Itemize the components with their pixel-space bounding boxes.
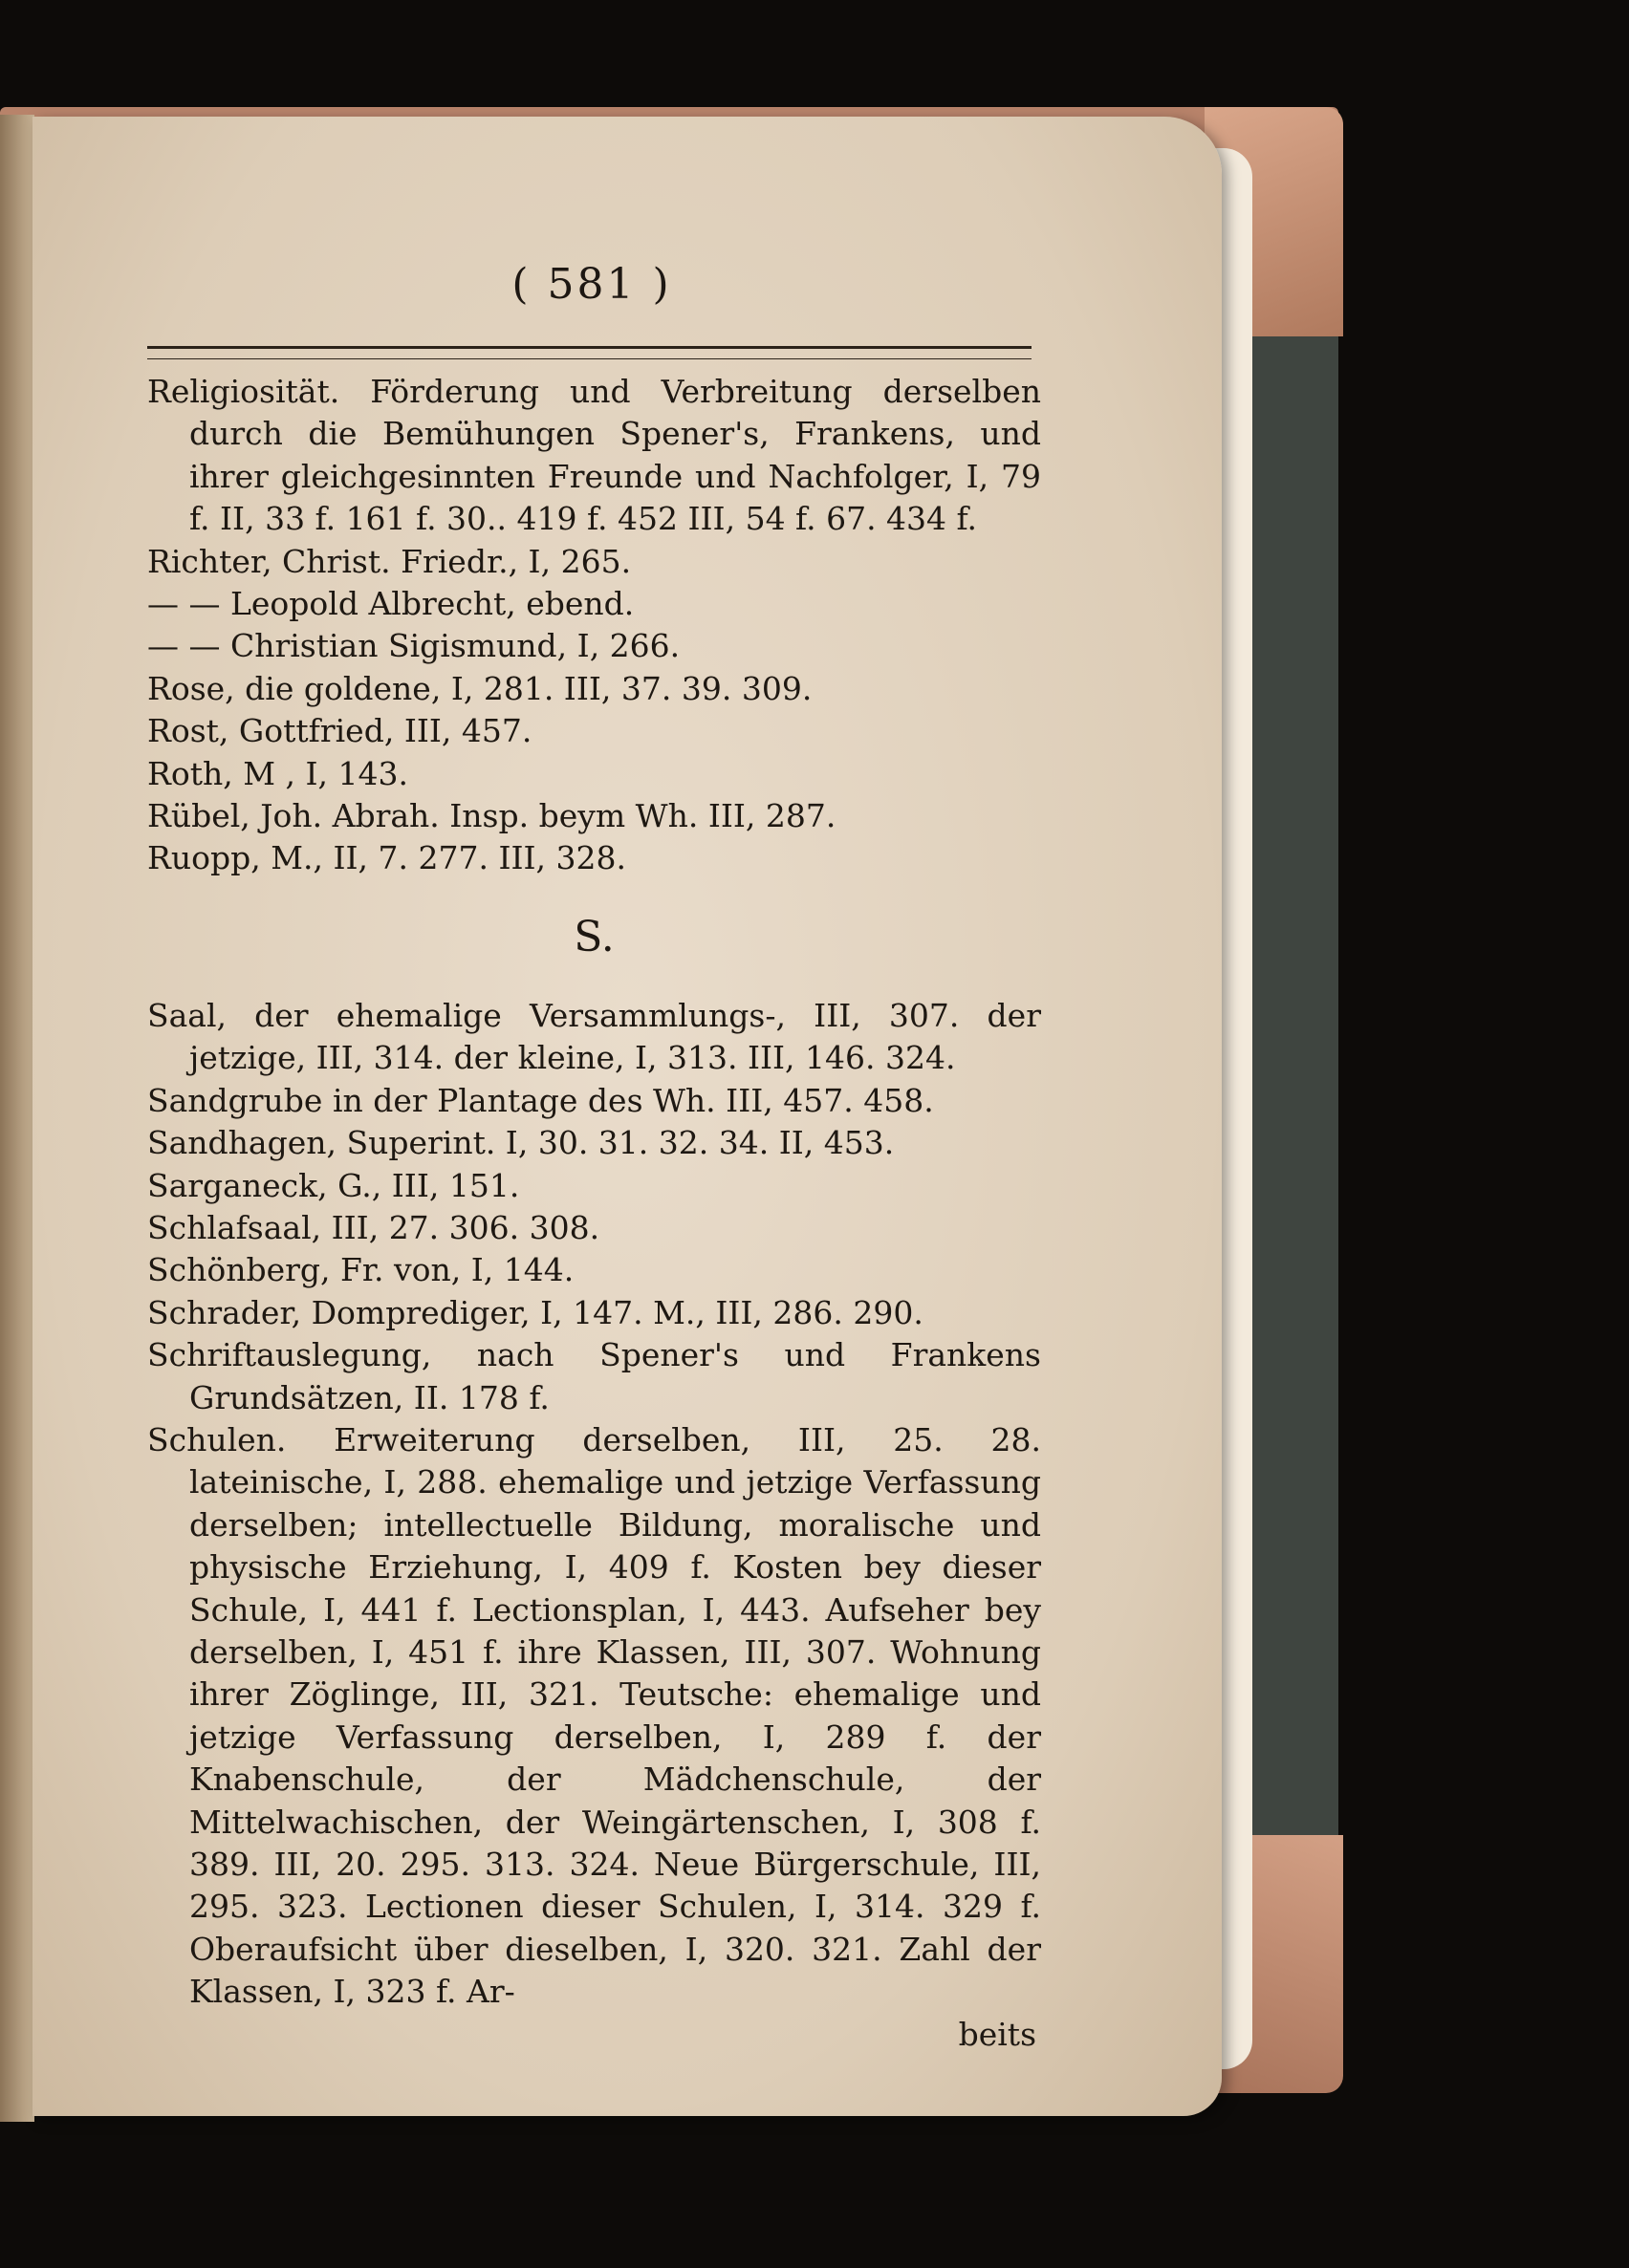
catchword: beits <box>958 2015 1036 2053</box>
index-entry: Rübel, Joh. Abrah. Insp. beym Wh. III, 287. <box>147 797 836 835</box>
book-page <box>33 117 1222 2116</box>
index-entry: Schriftauslegung, nach Spener's und Frankens Grundsätzen, II. 178 f. <box>147 1336 1041 1416</box>
index-entry: Schönberg, Fr. von, I, 144. <box>147 1251 575 1289</box>
index-entry: Roth, M , I, 143. <box>147 754 408 792</box>
index-entry: Schulen. Erweiterung derselben, III, 25. 28. lateinische, I, 288. ehemalige und jetzige Verfassung derselben; intellectuelle Bildung, moralische und physische Erziehung, I, 409 f. Kosten bey dieser Schule, I, 441 f. Lectionsplan, I, 443. Aufseher bey derselben, I, 451 f. ihre Klassen, III, 307. Wohnung ihrer Zöglinge, III, 321. Teutsche: ehemalige und jetzige Verfassung derselben, I, 289 f. der Knabenschule, der Mädchenschule, der Mittelwachischen, der Weingärtenschen, I, 308 f. 389. III, 20. 295. 313. 324. Neue Bürgerschule, III, 295. 323. Lectionen dieser Schulen, I, 314. 329 f. Oberaufsicht über dieselben, I, 320. 321. Zahl der Klassen, I, 323 f. Ar- <box>147 1420 1041 2011</box>
index-entry: Sandgrube in der Plantage des Wh. III, 457. 458. <box>147 1081 934 1119</box>
index-entries <box>147 371 1041 2056</box>
section-letter: S. <box>574 912 615 961</box>
index-entry: Saal, der ehemalige Versammlungs-, III, 307. der jetzige, III, 314. der kleine, I, 313. III, 146. 324. <box>147 996 1041 1077</box>
header-rule <box>147 346 1032 359</box>
index-entry: Ruopp, M., II, 7. 277. III, 328. <box>147 839 627 877</box>
index-entry: Religiosität. Förderung und Verbreitung derselben durch die Bemühungen Spener's, Frankens, und ihrer gleichgesinnten Freunde und Nachfolger, I, 79 f. II, 33 f. 161 f. 30.. 419 f. 452 III, 54 f. 67. 434 f. <box>147 373 1041 538</box>
facing-page-edge <box>0 115 34 2122</box>
index-entry: Richter, Christ. Friedr., I, 265. <box>147 542 632 580</box>
index-entry: Schrader, Domprediger, I, 147. M., III, 286. 290. <box>147 1293 923 1331</box>
index-entry: Schlafsaal, III, 27. 306. 308. <box>147 1208 600 1246</box>
index-entry: Sandhagen, Superint. I, 30. 31. 32. 34. II, 453. <box>147 1124 895 1162</box>
index-entry: Sarganeck, G., III, 151. <box>147 1166 520 1204</box>
index-entry: — — Christian Sigismund, I, 266. <box>147 627 681 665</box>
index-entry: Rose, die goldene, I, 281. III, 37. 39. 309. <box>147 669 813 707</box>
page-header: ( 581 ) <box>511 260 672 309</box>
index-entry: Rost, Gottfried, III, 457. <box>147 712 532 750</box>
index-entry: — — Leopold Albrecht, ebend. <box>147 585 635 623</box>
